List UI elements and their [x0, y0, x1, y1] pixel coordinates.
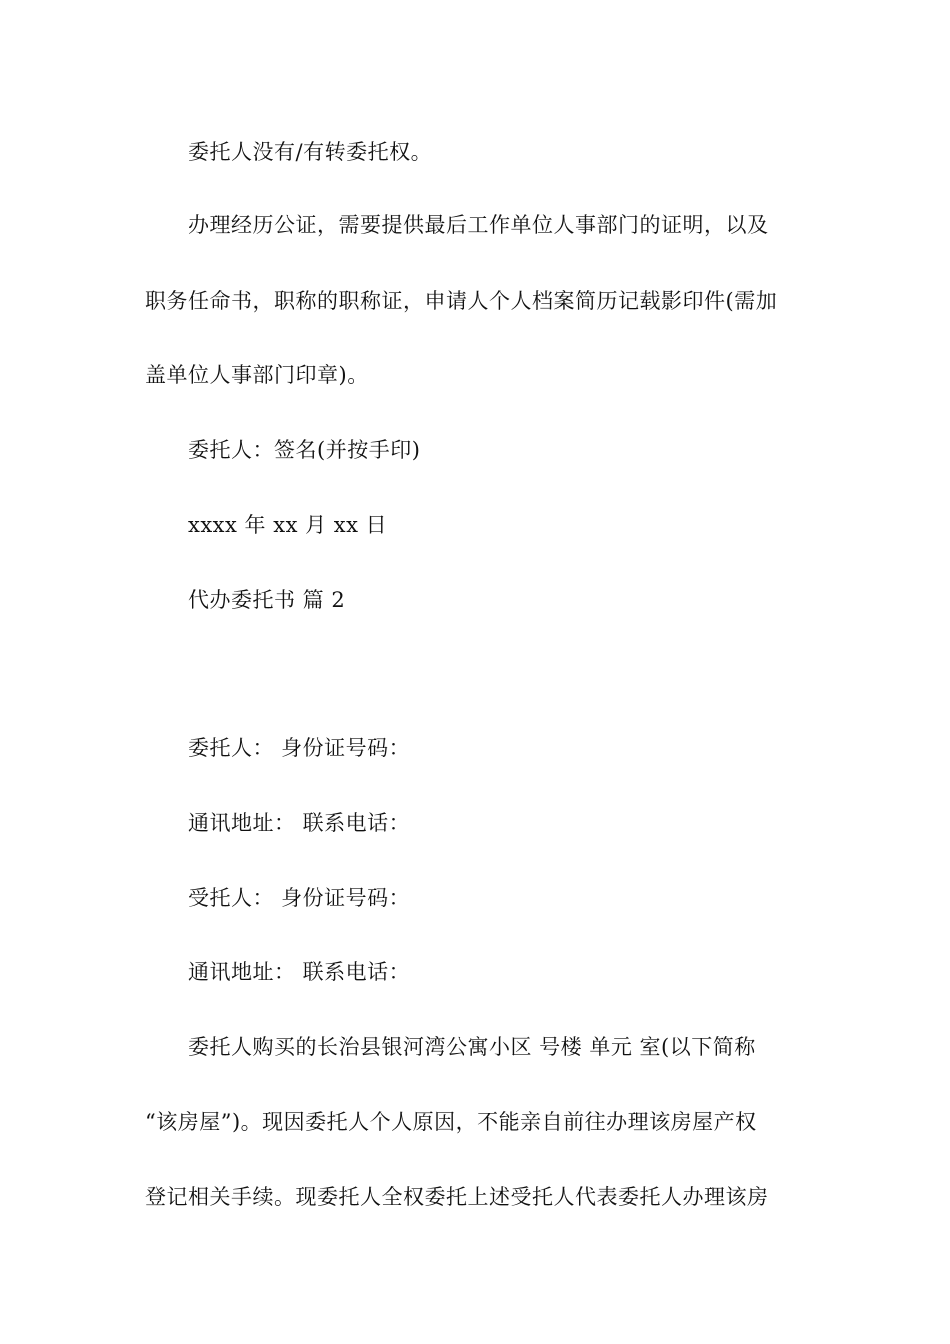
form-field-line: 受托人： 身份证号码：	[188, 886, 411, 910]
form-field-line: 通讯地址： 联系电话：	[188, 811, 411, 835]
form-field-line: 委托人： 身份证号码：	[188, 736, 411, 760]
date-line: xxxx 年 xx 月 xx 日	[188, 513, 388, 537]
paragraph-line: 委托人没有/有转委托权。	[188, 140, 433, 164]
signature-line: 委托人：签名(并按手印)	[188, 438, 421, 462]
paragraph-line: 委托人购买的长治县银河湾公寓小区 号楼 单元 室(以下简称	[188, 1035, 756, 1059]
paragraph-line: 盖单位人事部门印章)。	[145, 363, 369, 387]
form-field-line: 通讯地址： 联系电话：	[188, 960, 411, 984]
paragraph-line: “该房屋”)。现因委托人个人原因，不能亲自前往办理该房屋产权	[145, 1110, 757, 1134]
paragraph-line: 登记相关手续。现委托人全权委托上述受托人代表委托人办理该房	[145, 1185, 769, 1209]
section-title: 代办委托书 篇 2	[188, 588, 346, 612]
paragraph-line: 办理经历公证，需要提供最后工作单位人事部门的证明，以及	[188, 213, 769, 237]
paragraph-line: 职务任命书，职称的职称证，申请人个人档案简历记载影印件(需加	[145, 289, 778, 313]
